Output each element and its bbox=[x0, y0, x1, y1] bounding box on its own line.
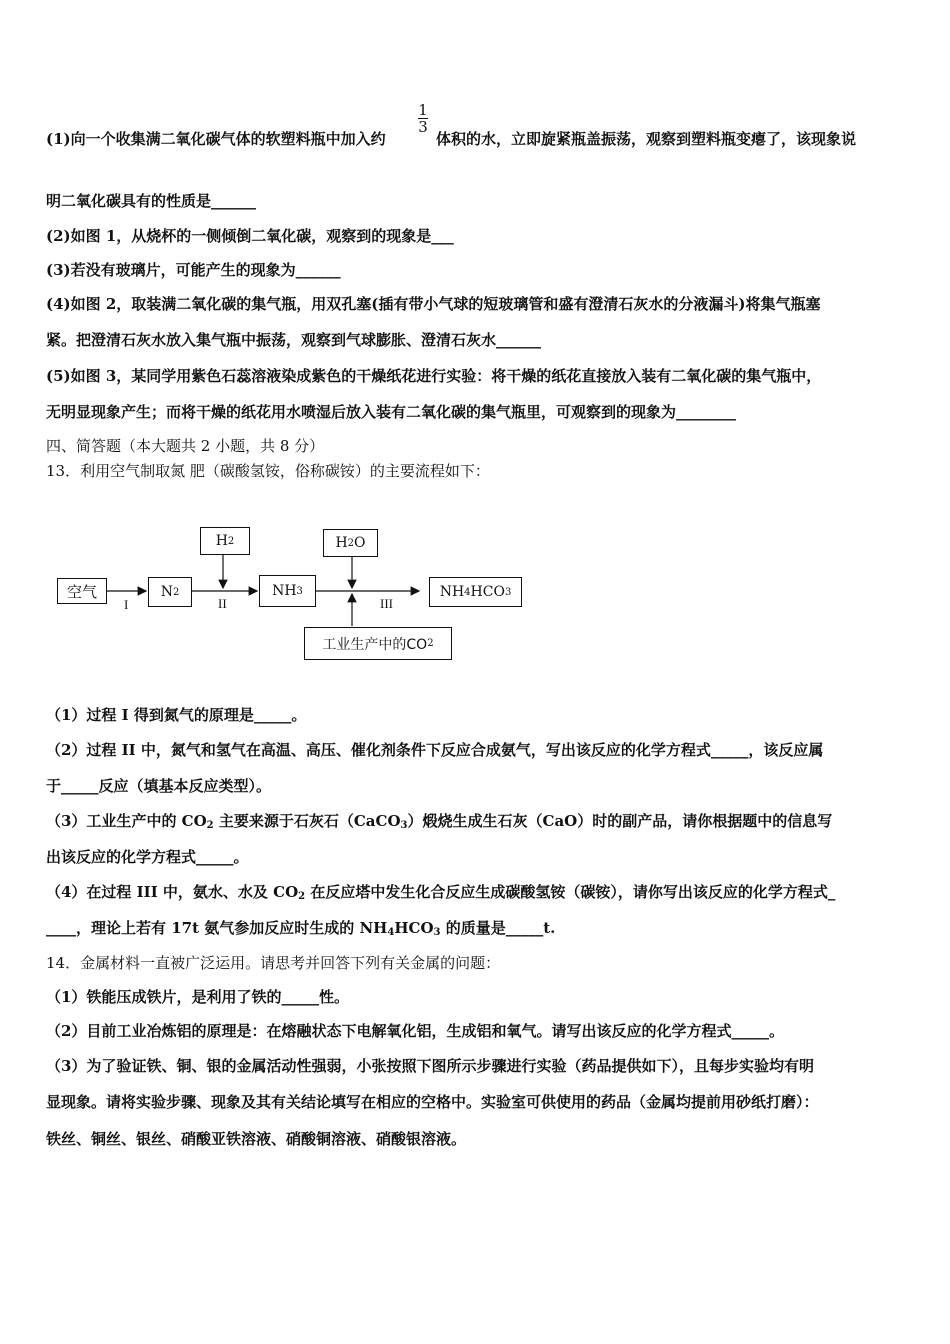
q12-part5-line1: (5)如图 3，某同学用紫色石蕊溶液染成紫色的干燥纸花进行实验：将干燥的纸花直接放入装有二氧化碳的集气瓶中， bbox=[46, 367, 822, 385]
box-product-label-b: HCO bbox=[470, 584, 505, 600]
box-air bbox=[57, 578, 107, 604]
fraction-numerator: 1 bbox=[418, 101, 428, 119]
q13-part4-text-5: 的质量是_____t. bbox=[440, 919, 556, 937]
q12-part1-line1a bbox=[46, 128, 386, 149]
q13-part4-text-4: HCO bbox=[394, 919, 434, 937]
q12-part4-line1: (4)如图 2，取装满二氧化碳的集气瓶，用双孔塞(插有带小气球的短玻璃管和盛有澄清石灰水的分液漏斗)将集气瓶塞 bbox=[46, 295, 821, 313]
step-label-1: I bbox=[124, 597, 129, 612]
q12-part5-line2: 无明显现象产生；而将干燥的纸花用水喷湿后放入装有二氧化碳的集气瓶里，可观察到的现象为________ bbox=[46, 403, 737, 421]
q12-part1-line1b bbox=[436, 128, 856, 149]
box-h2o-sub: 2 bbox=[347, 537, 355, 549]
q13-part3-text-1: （3）工业生产中的 CO bbox=[46, 812, 207, 830]
q13-part4-text-1: （4）在过程 III 中，氨水、水及 CO bbox=[46, 883, 299, 901]
box-n2 bbox=[148, 577, 192, 607]
q14-part2: （2）目前工业冶炼铝的原理是：在熔融状态下电解氧化铝，生成铝和氧气。请写出该反应的化学方程式_____。 bbox=[46, 1022, 784, 1040]
box-h2o-label-a: H bbox=[335, 535, 348, 551]
q14-intro: 14．金属材料一直被广泛运用。请思考并回答下列有关金属的问题： bbox=[46, 954, 501, 972]
q13-part2-line1: （2）过程 II 中，氮气和氢气在高温、高压、催化剂条件下反应合成氨气，写出该反应的化学方程式_____，该反应属 bbox=[46, 741, 824, 759]
q13-part4-sub-1: 2 bbox=[298, 891, 306, 902]
q13-part1: （1）过程 I 得到氮气的原理是_____。 bbox=[46, 706, 307, 724]
fraction-denominator: 3 bbox=[418, 118, 428, 136]
box-co2-label: 工业生产中的CO bbox=[322, 636, 428, 653]
box-product-sub2: 3 bbox=[504, 586, 512, 598]
q13-part4-sub-3: 3 bbox=[433, 927, 441, 938]
fraction-one-third bbox=[418, 102, 428, 135]
q13-part3-text-2: 主要来源于石灰石（CaCO bbox=[213, 812, 401, 830]
box-co2-sub: 2 bbox=[427, 638, 434, 649]
q12-part3: (3)若没有玻璃片，可能产生的现象为______ bbox=[46, 261, 341, 279]
q13-part4-text-2: 在反应塔中发生化合反应生成碳酸氢铵（碳铵），请你写出该反应的化学方程式_ bbox=[305, 883, 836, 901]
q14-part3-line1: （3）为了验证铁、铜、银的金属活动性强弱，小张按照下图所示步骤进行实验（药品提供如下），且每步实验均有明 bbox=[46, 1057, 814, 1075]
q13-part3-text-3: ）煅烧生成生石灰（CaO）时的副产品，请你根据题中的信息写 bbox=[407, 812, 833, 830]
section-heading: 四、简答题（本大题共 2 小题，共 8 分） bbox=[46, 437, 325, 455]
box-h2-label: H bbox=[215, 533, 228, 549]
q12-part4-line2: 紧。把澄清石灰水放入集气瓶中振荡，观察到气球膨胀、澄清石灰水______ bbox=[46, 331, 542, 349]
q14-part3-line3: 铁丝、铜丝、银丝、硝酸亚铁溶液、硝酸铜溶液、硝酸银溶液。 bbox=[46, 1130, 467, 1148]
q13-part3-sub-2: 3 bbox=[400, 820, 408, 831]
box-h2o-label-b: O bbox=[354, 535, 366, 551]
step-label-3: III bbox=[380, 596, 393, 611]
q12-part2: (2)如图 1，从烧杯的一侧倾倒二氧化碳，观察到的现象是___ bbox=[46, 227, 454, 245]
box-air-label: 空气 bbox=[66, 582, 97, 601]
box-product-label-a: NH bbox=[439, 584, 465, 600]
q13-part3-sub-1: 2 bbox=[206, 820, 214, 831]
q13-part4-line2 bbox=[46, 917, 555, 938]
step-label-2: II bbox=[218, 596, 227, 611]
box-product bbox=[429, 577, 522, 607]
box-n2-sub: 2 bbox=[172, 586, 180, 598]
box-industrial-co2 bbox=[304, 627, 452, 660]
q12-part1-line2: 明二氧化碳具有的性质是______ bbox=[46, 192, 257, 210]
q13-part4-line1 bbox=[46, 881, 835, 902]
q12-part1-text-a: (1)向一个收集满二氧化碳气体的软塑料瓶中加入约 bbox=[46, 130, 386, 148]
box-nh3-sub: 3 bbox=[296, 585, 303, 597]
q13-part3-line1 bbox=[46, 810, 832, 831]
q12-part1-text-b: 体积的水，立即旋紧瓶盖振荡，观察到塑料瓶变瘪了，该现象说 bbox=[436, 130, 857, 148]
box-n2-label: N bbox=[160, 584, 173, 600]
q13-part3-line2: 出该反应的化学方程式_____。 bbox=[46, 848, 249, 866]
box-h2o bbox=[323, 529, 378, 557]
q14-part3-line2: 显现象。请将实验步骤、现象及其有关结论填写在相应的空格中。实验室可供使用的药品（金属均提前用砂纸打磨）： bbox=[46, 1093, 819, 1111]
box-h2 bbox=[200, 527, 250, 555]
q13-part4-text-3: ____，理论上若有 17t 氨气参加反应时生成的 NH bbox=[46, 919, 388, 937]
box-nh3-label: NH bbox=[272, 583, 297, 599]
q13-part2-line2: 于_____反应（填基本反应类型）。 bbox=[46, 777, 272, 795]
q13-intro: 13．利用空气制取氮 肥（碳酸氢铵，俗称碳铵）的主要流程如下： bbox=[46, 462, 490, 480]
box-nh3 bbox=[259, 575, 316, 607]
box-h2-sub: 2 bbox=[227, 535, 235, 547]
q13-part4-sub-2: 4 bbox=[387, 927, 395, 938]
box-product-sub1: 4 bbox=[464, 586, 471, 598]
q14-part1: （1）铁能压成铁片，是利用了铁的_____性。 bbox=[46, 988, 349, 1006]
